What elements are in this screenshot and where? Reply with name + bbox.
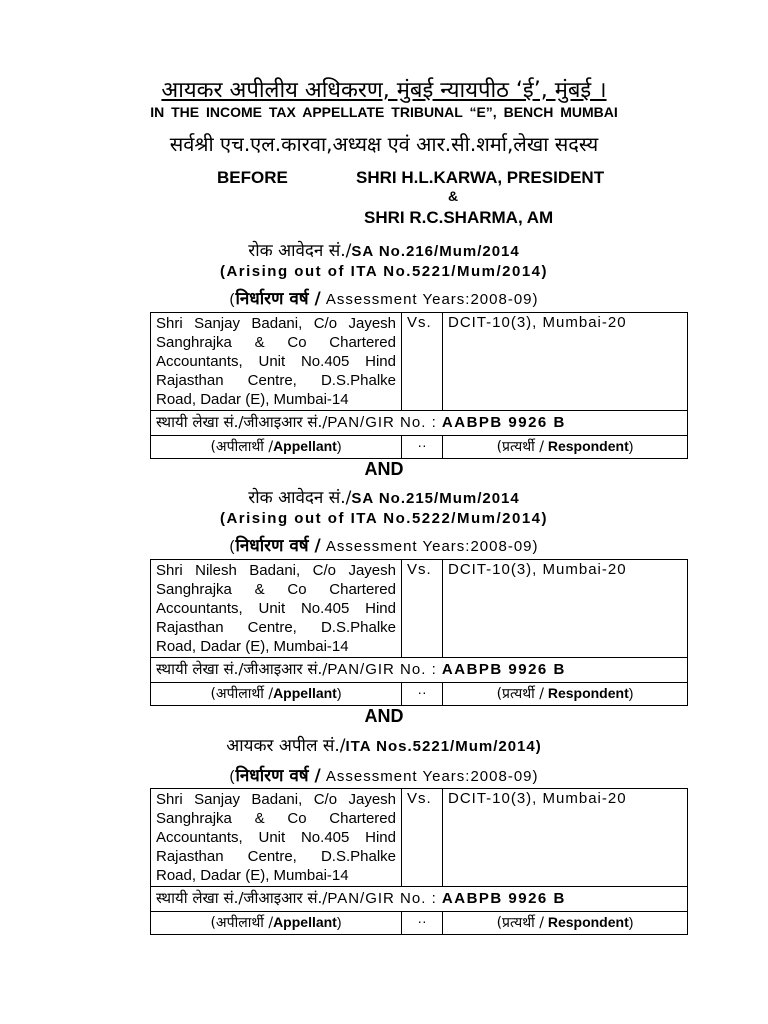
case-2-assessment-year: (निर्धारण वर्ष / Assessment Years:2008-09) — [229, 536, 539, 556]
case-3-pan: स्थायी लेखा सं./जीआइआर सं./PAN/GIR No. : AABPB 9926 B — [151, 887, 688, 912]
case-1-vs: Vs. — [402, 313, 443, 411]
member-ampersand: & — [448, 188, 459, 204]
member-accountant: SHRI R.C.SHARMA, AM — [364, 208, 554, 227]
case-3-appellant-role: (अपीलार्थी /Appellant) — [151, 912, 402, 935]
case-1-appellant-details: Shri Sanjay Badani, C/o Jayesh Sanghrajka & Co Chartered Accountants, Unit No.405 Hind Rajasthan Centre, D.S.Phalke Road, Dadar (E), Mumbai-14 — [151, 313, 402, 411]
member-president: SHRI H.L.KARWA, PRESIDENT — [356, 168, 605, 187]
case-3-appellant-details: Shri Sanjay Badani, C/o Jayesh Sanghrajka & Co Chartered Accountants, Unit No.405 Hind Rajasthan Centre, D.S.Phalke Road, Dadar (E), Mumbai-14 — [151, 789, 402, 887]
case-3-parties-table — [150, 788, 688, 935]
case-1-pan: स्थायी लेखा सं./जीआइआर सं./PAN/GIR No. : AABPB 9926 B — [151, 411, 688, 436]
case-2-pan: स्थायी लेखा सं./जीआइआर सं./PAN/GIR No. : AABPB 9926 B — [151, 658, 688, 683]
hindi-bench-members: सर्वश्री एच.एल.कारवा,अध्यक्ष एवं आर.सी.शर्मा,लेखा सदस्य — [169, 132, 599, 156]
case-1-parties-table — [150, 312, 688, 459]
case-3-vs: Vs. — [402, 789, 443, 887]
case-2-respondent-details: DCIT-10(3), Mumbai-20 — [443, 560, 688, 658]
case-2-appellant-details: Shri Nilesh Badani, C/o Jayesh Sanghrajka & Co Chartered Accountants, Unit No.405 Hind Rajasthan Centre, D.S.Phalke Road, Dadar (E), Mumbai-14 — [151, 560, 402, 658]
case-2-dots: ·· — [402, 683, 443, 706]
case-2-sa-number: रोक आवेदन सं./SA No.215/Mum/2014 — [248, 488, 520, 508]
and-separator-1: AND — [364, 459, 404, 479]
case-2-vs: Vs. — [402, 560, 443, 658]
case-1-dots: ·· — [402, 436, 443, 459]
case-1-respondent-role: (प्रत्यर्थी / Respondent) — [443, 436, 688, 459]
case-3-assessment-year: (निर्धारण वर्ष / Assessment Years:2008-09) — [229, 766, 539, 786]
case-2-arising: (Arising out of ITA No.5222/Mum/2014) — [219, 510, 549, 527]
case-3-dots: ·· — [402, 912, 443, 935]
case-3-respondent-details: DCIT-10(3), Mumbai-20 — [443, 789, 688, 887]
case-3-ita-number: आयकर अपील सं./ITA Nos.5221/Mum/2014) — [226, 736, 542, 756]
english-tribunal-title: IN THE INCOME TAX APPELLATE TRIBUNAL “E”, BENCH MUMBAI — [150, 104, 618, 120]
case-1-respondent-details: DCIT-10(3), Mumbai-20 — [443, 313, 688, 411]
before-label: BEFORE — [217, 168, 288, 187]
case-2-appellant-role: (अपीलार्थी /Appellant) — [151, 683, 402, 706]
and-separator-2: AND — [364, 706, 404, 726]
case-2-respondent-role: (प्रत्यर्थी / Respondent) — [443, 683, 688, 706]
case-3-respondent-role: (प्रत्यर्थी / Respondent) — [443, 912, 688, 935]
case-1-assessment-year: (निर्धारण वर्ष / Assessment Years:2008-09) — [229, 289, 539, 309]
case-1-sa-number: रोक आवेदन सं./SA No.216/Mum/2014 — [248, 241, 520, 261]
case-2-parties-table — [150, 559, 688, 706]
case-1-arising: (Arising out of ITA No.5221/Mum/2014) — [219, 263, 549, 280]
hindi-tribunal-title: आयकर अपीलीय अधिकरण, मुंबई न्यायपीठ ‘ई’, मुंबई । — [161, 78, 607, 103]
case-1-appellant-role: (अपीलार्थी /Appellant) — [151, 436, 402, 459]
